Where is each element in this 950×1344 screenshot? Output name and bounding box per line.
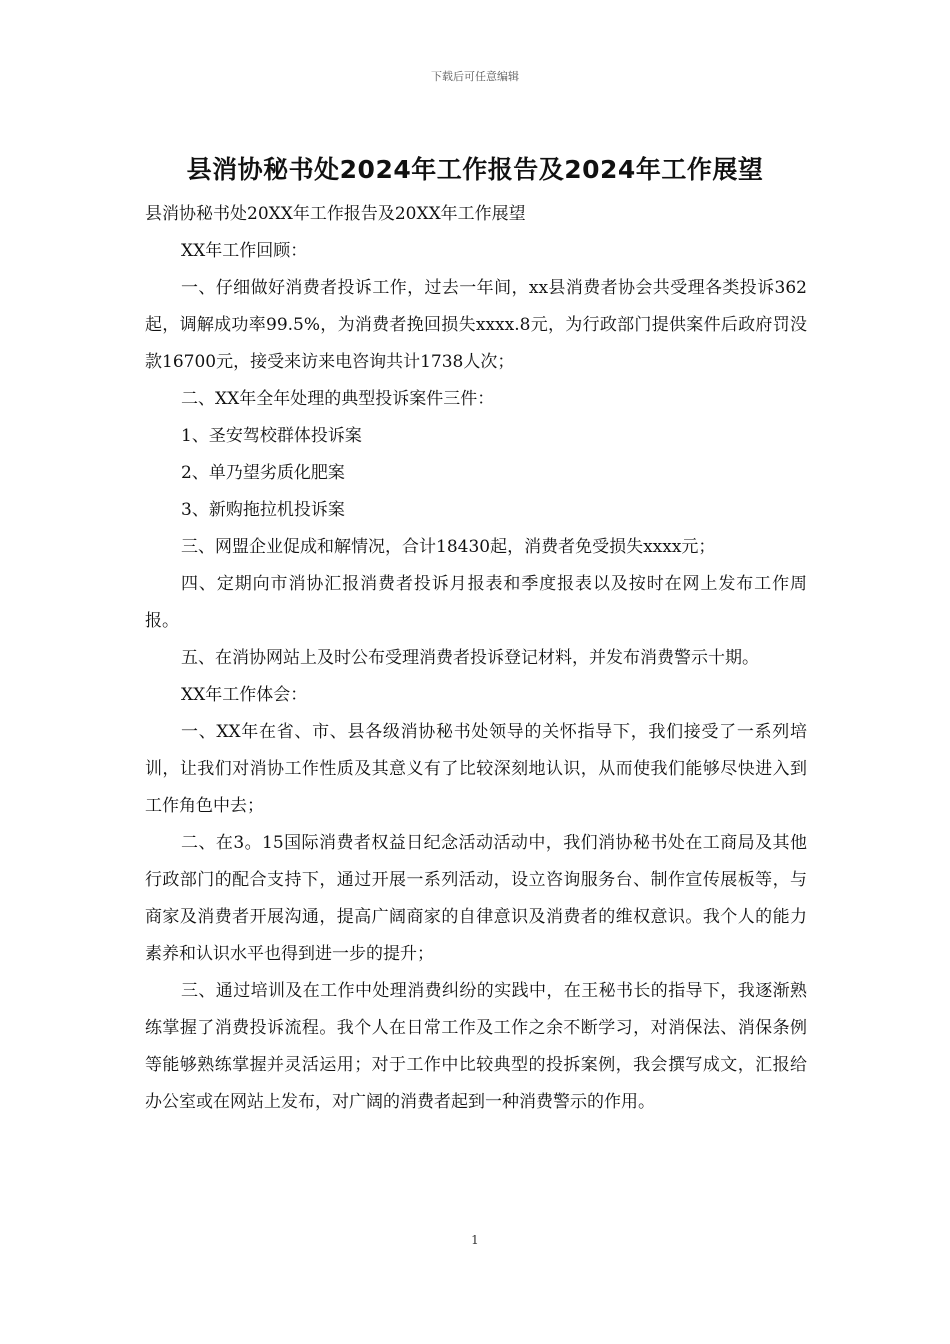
paragraph: 二、XX年全年处理的典型投诉案件三件： <box>181 389 495 409</box>
subtitle-paragraph: 县消协秘书处20XX年工作报告及20XX年工作展望 <box>145 204 526 224</box>
paragraph: 一、XX年在省、市、县各级消协秘书处领导的关怀指导下，我们接受了一系列培训，让我们对消协工作性质及其意义有了比较深刻地认识，从而使我们能够尽快进入到工作角色中去； <box>145 722 807 816</box>
list-item: 1、圣安驾校群体投诉案 <box>181 426 362 446</box>
page-number: 1 <box>471 1233 479 1247</box>
paragraph: 三、网盟企业促成和解情况，合计18430起，消费者免受损失xxxx元； <box>181 537 716 557</box>
list-item: 3、新购拖拉机投诉案 <box>181 500 345 520</box>
paragraph: 三、通过培训及在工作中处理消费纠纷的实践中，在王秘书长的指导下，我逐渐熟练掌握了消费投诉流程。我个人在日常工作及工作之余不断学习，对消保法、消保条例等能够熟练掌握并灵活运用；对于工作中比较典型的投拆案例，我会撰写成文，汇报给办公室或在网站上发布，对广阔的消费者起到一种消费警示的作用。 <box>145 981 807 1112</box>
section-heading-experience: XX年工作体会： <box>181 685 308 705</box>
paragraph: 一、仔细做好消费者投诉工作，过去一年间，xx县消费者协会共受理各类投诉362起，调解成功率99.5%，为消费者挽回损失xxxx.8元，为行政部门提供案件后政府罚没款16700元，接受来访来电咨询共计1738人次； <box>145 278 807 372</box>
paragraph: 五、在消协网站上及时公布受理消费者投诉登记材料，并发布消费警示十期。 <box>181 648 759 668</box>
paragraph: 四、定期向市消协汇报消费者投诉月报表和季度报表以及按时在网上发布工作周报。 <box>145 574 807 631</box>
document-body <box>145 196 807 1121</box>
paragraph: 二、在3。15国际消费者权益日纪念活动活动中，我们消协秘书处在工商局及其他行政部门的配合支持下，通过开展一系列活动，设立咨询服务台、制作宣传展板等，与商家及消费者开展沟通，提高广阔商家的自律意识及消费者的维权意识。我个人的能力素养和认识水平也得到进一步的提升； <box>145 833 807 964</box>
document-title: 县消协秘书处2024年工作报告及2024年工作展望 <box>186 155 764 184</box>
list-item: 2、单乃望劣质化肥案 <box>181 463 345 483</box>
section-heading-review: XX年工作回顾： <box>181 241 308 261</box>
page-header: 下载后可任意编辑 <box>431 70 519 83</box>
